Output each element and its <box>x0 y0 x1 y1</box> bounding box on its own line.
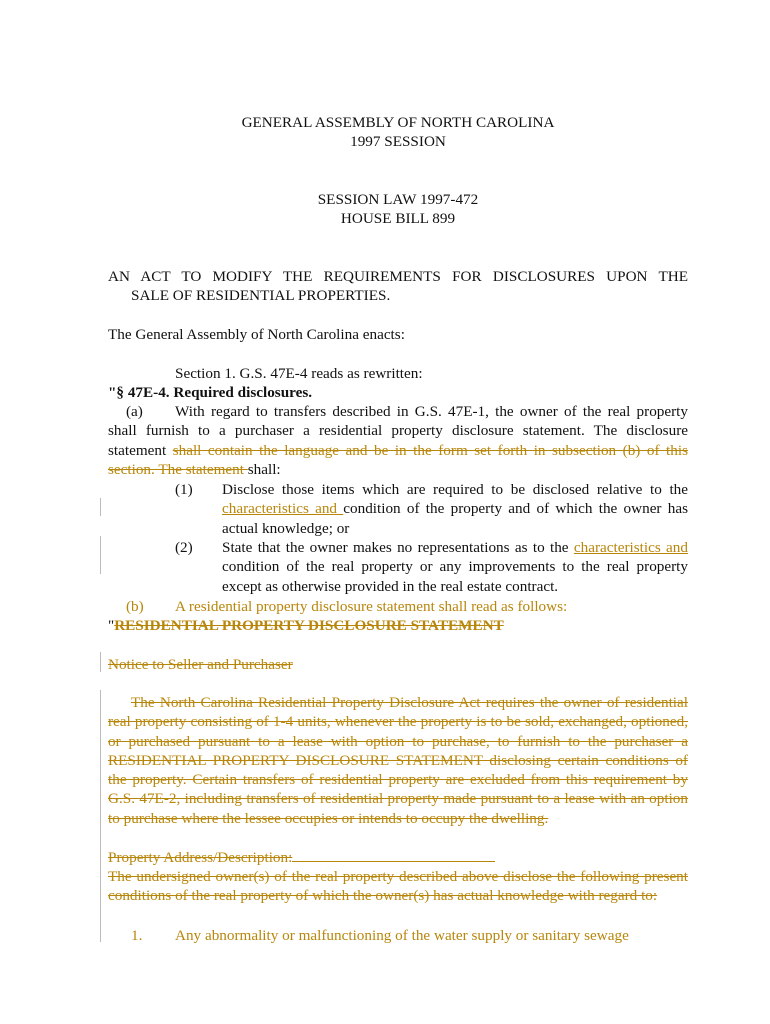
numbered-item-number: 1. <box>131 927 143 944</box>
list-item-text: State that the owner makes no representations as to the characteristics and condition of the real property or any improvements to the real property except as otherwise provided in the real estate contract. <box>222 539 688 595</box>
paragraph-b-label: (b) <box>126 598 144 615</box>
section-1: Section 1. G.S. 47E-4 reads as rewritten: <box>175 365 423 382</box>
property-address-label: Property Address/Description: <box>108 849 293 866</box>
list-item-number: (1) <box>175 481 193 498</box>
enacting-clause: The General Assembly of North Carolina enacts: <box>108 326 405 343</box>
paragraph-a-text-end: shall: <box>247 460 281 478</box>
property-address-blank <box>292 860 495 862</box>
session-law-heading: SESSION LAW 1997-472 <box>317 191 479 208</box>
inserted-text: characteristics and <box>222 500 344 518</box>
change-bar <box>100 498 101 516</box>
list-item-text: Disclose those items which are required to be disclosed relative to the characteristics and condition of the property and of which the owner has actual knowledge; or <box>222 481 688 537</box>
numbered-item-text: Any abnormality or malfunctioning of the water supply or sanitary sewage <box>175 927 629 944</box>
notice-paragraph: The North Carolina Residential Property Disclosure Act requires the owner of residential real property consisting of 1-4 units, whenever the property is to be sold, exchanged, optioned, or purchased pursuant to a lease with option to purchase, to furnish to the purchaser a RESIDENTIAL PROPERTY DISCLOSURE STATEMENT disclosing certain conditions of the property. Certain transfers of residential property are excluded from this requirement by G.S. 47E-2, including transfers of residential property made pursuant to a lease with an option to purchase where the lessee occupies or intends to occupy the dwelling. <box>108 694 688 827</box>
bill-heading: HOUSE BILL 899 <box>340 210 456 227</box>
property-address-field <box>108 848 495 867</box>
undersigned-paragraph: The undersigned owner(s) of the real property described above disclose the following present conditions of the real property of which the owner(s) has actual knowledge with regard to: <box>108 868 688 905</box>
statute-heading: "§ 47E-4. Required disclosures. <box>108 384 313 401</box>
list-item-number: (2) <box>175 539 193 556</box>
form-title: "RESIDENTIAL PROPERTY DISCLOSURE STATEMENT <box>108 617 504 634</box>
assembly-heading: GENERAL ASSEMBLY OF NORTH CAROLINA <box>241 114 555 131</box>
paragraph-b-text: A residential property disclosure statement shall read as follows: <box>175 598 568 615</box>
paragraph-a-text: With regard to transfers described in G.S. 47E-1, the owner of the real property shall furnish to a purchaser a residential property disclosure statement. The disclosure statement <box>108 403 688 459</box>
act-title-line2: SALE OF RESIDENTIAL PROPERTIES. <box>131 287 391 304</box>
paragraph-a-label: (a) <box>126 403 143 420</box>
change-bar <box>100 536 101 574</box>
act-title-line1: AN ACT TO MODIFY THE REQUIREMENTS FOR DISCLOSURES UPON THE <box>108 268 688 285</box>
deleted-text: shall contain the language and be in the form set forth in subsection (b) of this section. The statement <box>108 441 688 478</box>
notice-heading: Notice to Seller and Purchaser <box>108 656 293 673</box>
change-bar <box>100 690 101 942</box>
form-title-text: RESIDENTIAL PROPERTY DISCLOSURE STATEMENT <box>114 617 504 634</box>
session-heading: 1997 SESSION <box>350 133 446 150</box>
change-bar <box>100 652 101 672</box>
paragraph-a <box>108 402 688 479</box>
inserted-text: characteristics and <box>573 539 688 556</box>
